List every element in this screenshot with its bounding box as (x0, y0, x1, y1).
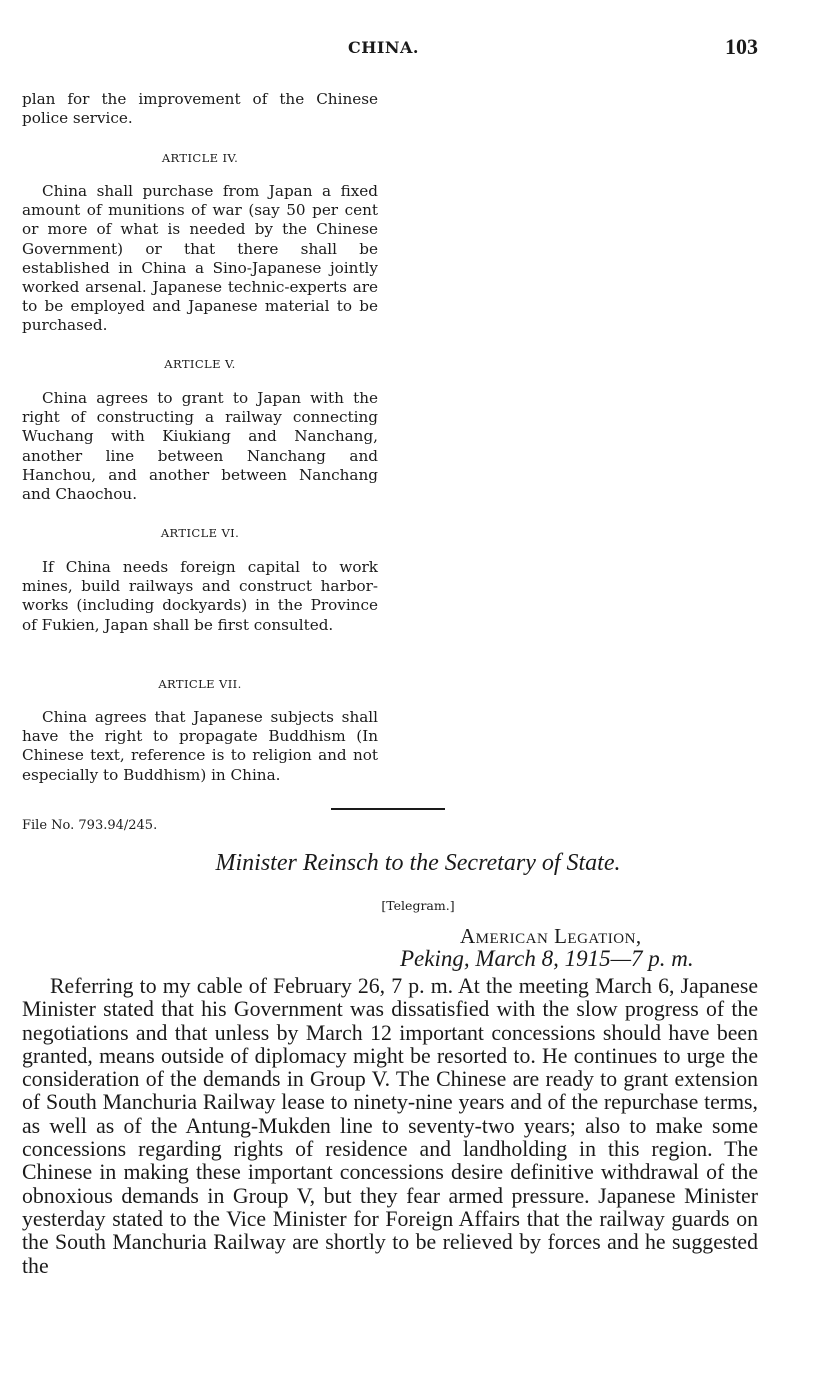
page-number: 103 (725, 34, 758, 59)
article-text: If China needs foreign capital to work mines, build railways and construct harbor-works (including dockyards) in the Province of Fukien, Japan shall be first consulted. (22, 558, 378, 634)
header-title: CHINA. (348, 38, 419, 57)
article-heading: ARTICLE VI. (160, 526, 240, 540)
article-text: China agrees to grant to Japan with the right of constructing a railway connecting Wuchang with Kiukiang and Nanchang, another line between Nanchang and Hanchou, and another between Nanchang and Chaochou. (22, 389, 378, 504)
article-vii-body (22, 708, 378, 785)
intro-text: plan for the improvement of the Chinese police service. (22, 90, 378, 128)
section-divider (331, 808, 445, 810)
document-type: [Telegram.] (381, 898, 455, 913)
article-vi-body (22, 558, 378, 635)
article-vi (22, 524, 378, 543)
telegram-body: Referring to my cable of February 26, 7 p. m. At the meeting March 6, Japanese Minister stated that his Government was dissatisfied with the slow progress of the negotiations and that unless by March 12 important concessions should have been granted, means outside of diplomacy might be resorted to. He continues to urge the consideration of the demands in Group V. The Chinese are ready to grant extension of South Manchuria Railway lease to ninety-nine years and of the repurchase terms, as well as of the Antung-Mukden line to seventy-two years; also to make some concessions regarding rights of residence and landholding in this region. The Chinese in making these important concessions desire definitive withdrawal of the obnoxious demands in Group V, but they fear armed pressure. Japanese Minister yesterday stated to the Vice Minister for Foreign Affairs that the railway guards on the South Manchuria Railway are shortly to be relieved by forces and he suggested the (22, 974, 758, 1278)
article-heading: ARTICLE IV. (161, 151, 239, 165)
article-v-body (22, 389, 378, 504)
article-heading: ARTICLE VII. (158, 677, 242, 691)
file-number: File No. 793.94/245. (22, 818, 158, 833)
article-text: China shall purchase from Japan a fixed amount of munitions of war (say 50 per cent or more of what is needed by the Chinese Government) or that there shall be established in China a Sino-Japanese jointly worked arsenal. Japanese technic-experts are to be employed and Japanese material to be purchased. (22, 182, 378, 335)
article-iv-body (22, 182, 378, 336)
article-heading: ARTICLE V. (164, 357, 236, 371)
intro-paragraph (22, 90, 378, 128)
document-title: Minister Reinsch to the Secretary of State. (215, 850, 621, 876)
sender: American Legation, (460, 924, 642, 948)
place-date: Peking, March 8, 1915—7 p. m. (400, 946, 694, 971)
article-text: China agrees that Japanese subjects shall have the right to propagate Buddhism (In Chinese text, reference is to religion and not especially to Buddhism) in China. (22, 708, 378, 784)
article-iv (22, 149, 378, 168)
article-v (22, 355, 378, 374)
article-vii (22, 675, 378, 694)
